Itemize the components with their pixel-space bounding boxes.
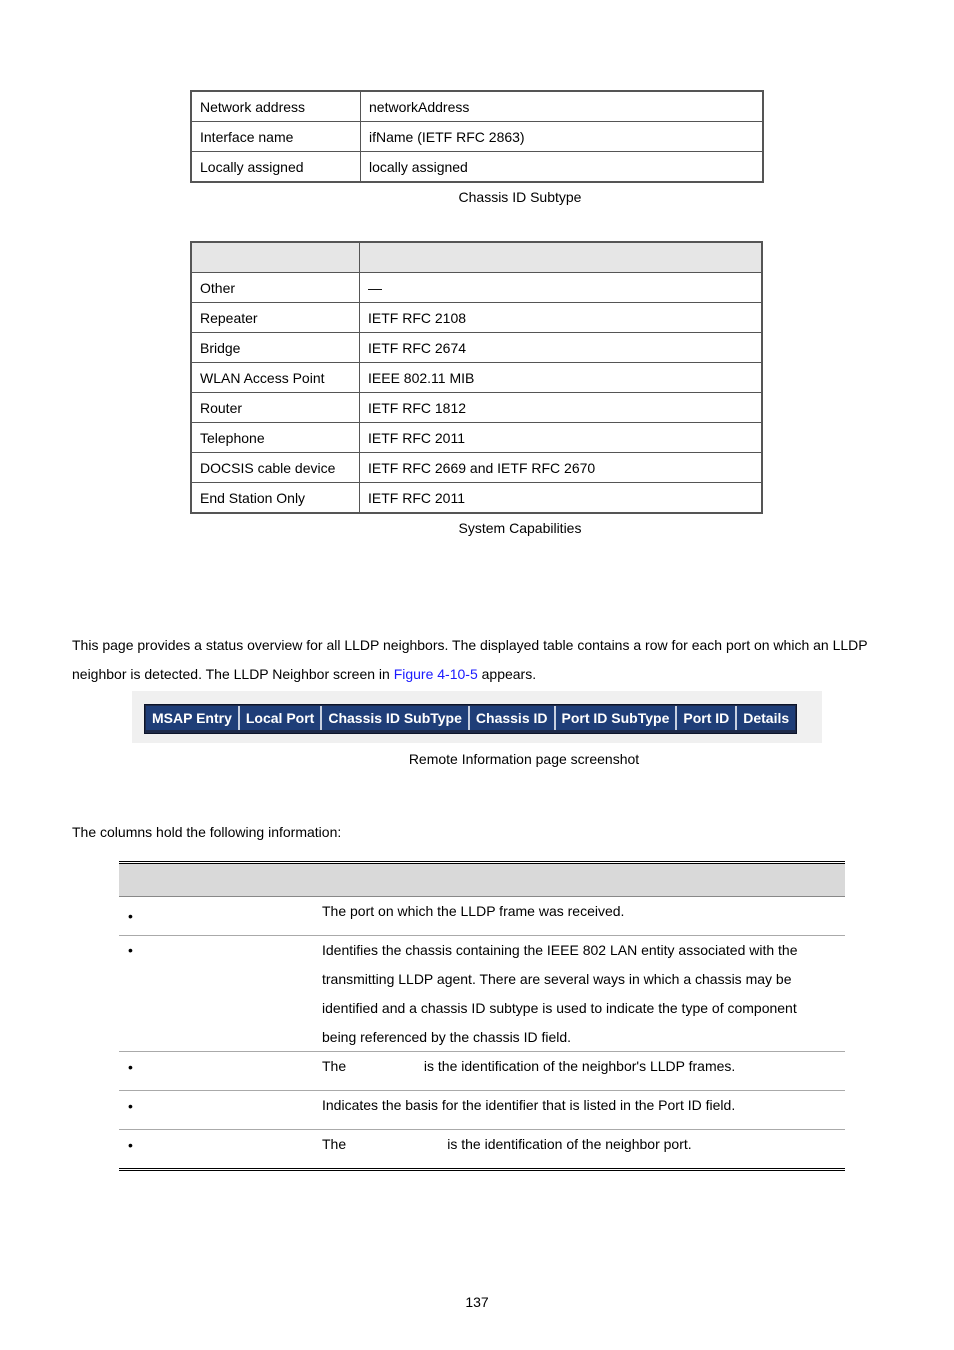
figure-link[interactable]: Figure 4-10-5 [393, 666, 478, 682]
bullet: • [128, 1059, 133, 1075]
row-description [322, 897, 822, 926]
table-row [119, 936, 845, 1052]
table-cell: DOCSIS cable device [191, 453, 360, 483]
table-caption: System Capabilities [458, 520, 582, 536]
system-capabilities-table [190, 241, 763, 514]
table-cell: IETF RFC 2669 and IETF RFC 2670 [360, 453, 763, 483]
screenshot-caption: Remote Information page screenshot [408, 751, 640, 767]
table-cell: IETF RFC 2011 [360, 483, 763, 514]
row-text: Identifies the chassis containing the IEEE 802 LAN entity associated with the [322, 942, 798, 958]
tab-local-port[interactable]: Local Port [240, 706, 322, 730]
tab-bar [144, 704, 797, 734]
row-description [322, 1130, 822, 1159]
row-text: identified and a chassis ID subtype is used to indicate the type of component [322, 1000, 797, 1016]
table-cell: locally assigned [361, 152, 764, 183]
row-text: Indicates the basis for the identifier that is listed in the Port ID field. [322, 1097, 736, 1113]
table-cell: Other [191, 273, 360, 303]
table-cell: Locally assigned [191, 152, 361, 183]
table-row [191, 333, 762, 363]
row-description [322, 936, 822, 1052]
table-row [191, 273, 762, 303]
table-cell: — [360, 273, 763, 303]
table-row [119, 1052, 845, 1091]
table-row [191, 483, 762, 514]
bullet: • [128, 1098, 133, 1114]
tab-chassis-id-subtype[interactable]: Chassis ID SubType [322, 706, 470, 730]
table-cell: ifName (IETF RFC 2863) [361, 122, 764, 152]
row-text: being referenced by the chassis ID field. [322, 1029, 572, 1045]
table-cell: IETF RFC 2011 [360, 423, 763, 453]
row-text: The is the identification of the neighbor port. [322, 1136, 692, 1152]
table-header-cell [360, 242, 763, 273]
table-cell: IETF RFC 2108 [360, 303, 763, 333]
table-cell: IEEE 802.11 MIB [360, 363, 763, 393]
row-description [322, 1052, 822, 1081]
table-cell: networkAddress [361, 91, 764, 122]
columns-intro: The columns hold the following information: [72, 824, 342, 840]
intro-paragraph [72, 631, 872, 689]
page-number: 137 [465, 1294, 489, 1310]
table-cell: Telephone [191, 423, 360, 453]
table-header-row [119, 864, 845, 897]
table-cell: Repeater [191, 303, 360, 333]
table-row [191, 393, 762, 423]
table-row [119, 897, 845, 936]
row-description [322, 1091, 822, 1120]
remote-info-screenshot [132, 691, 822, 743]
tab-details[interactable]: Details [737, 706, 795, 730]
table-row [119, 1130, 845, 1168]
bullet: • [128, 908, 133, 924]
column-info-table [119, 861, 845, 1171]
table-header-cell [191, 242, 360, 273]
chassis-id-subtype-table [190, 90, 764, 183]
row-text: transmitting LLDP agent. There are several ways in which a chassis may be [322, 971, 792, 987]
table-cell: Bridge [191, 333, 360, 363]
intro-text: This page provides a status overview for all LLDP neighbors. The displayed table contains a row for each port on which an LLDP neighbor is detected. The LLDP Neighbor screen in [72, 637, 868, 682]
bullet: • [128, 1137, 133, 1153]
table-header-row [191, 242, 762, 273]
row-text: The port on which the LLDP frame was received. [322, 903, 625, 919]
row-text: The is the identification of the neighbor's LLDP frames. [322, 1058, 736, 1074]
tab-chassis-id[interactable]: Chassis ID [470, 706, 556, 730]
tab-port-id-subtype[interactable]: Port ID SubType [556, 706, 678, 730]
table-cell: End Station Only [191, 483, 360, 514]
table-row [191, 122, 763, 152]
table-cell: IETF RFC 1812 [360, 393, 763, 423]
table-cell: Interface name [191, 122, 361, 152]
table-row [191, 91, 763, 122]
table-cell: Router [191, 393, 360, 423]
tab-msap-entry[interactable]: MSAP Entry [146, 706, 240, 730]
table-row [191, 453, 762, 483]
intro-text-end: appears. [477, 666, 537, 682]
table-row [191, 363, 762, 393]
table-caption: Chassis ID Subtype [458, 189, 582, 205]
table-row [191, 423, 762, 453]
tab-port-id[interactable]: Port ID [677, 706, 737, 730]
table-row [191, 303, 762, 333]
table-cell: WLAN Access Point [191, 363, 360, 393]
table-row [119, 1091, 845, 1130]
table-row [191, 152, 763, 183]
table-cell: IETF RFC 2674 [360, 333, 763, 363]
bullet: • [128, 942, 133, 958]
table-cell: Network address [191, 91, 361, 122]
